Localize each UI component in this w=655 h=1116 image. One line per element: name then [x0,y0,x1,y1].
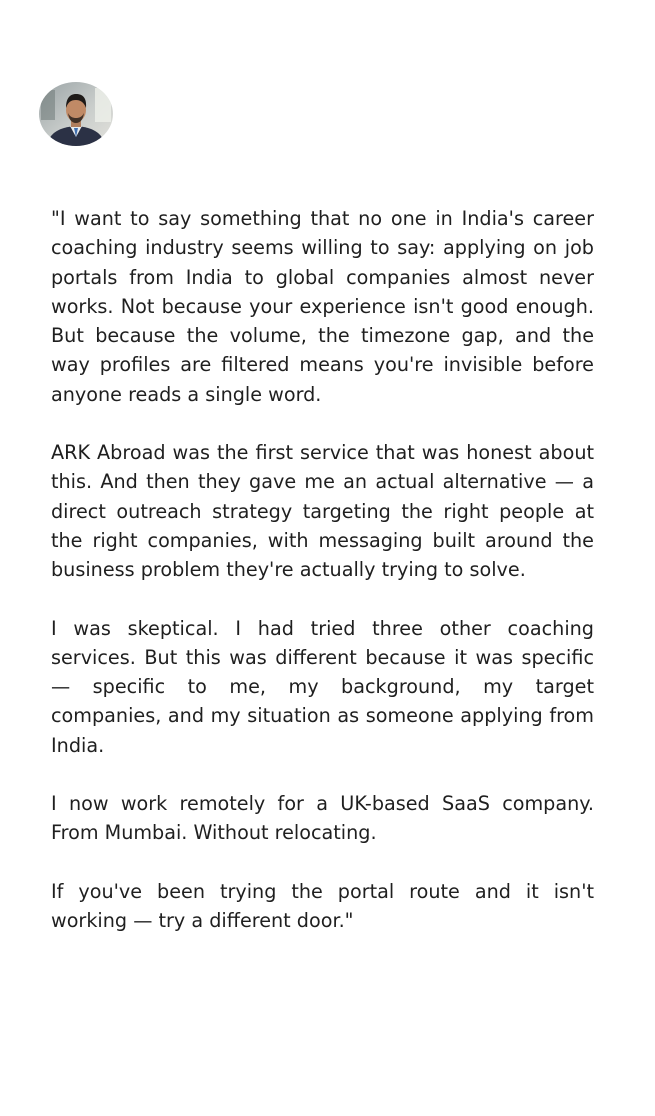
testimonial-quote [51,204,594,935]
quote-paragraph-2: ARK Abroad was the first service that was honest about this. And then they gave me an actual alternative — a direct outreach strategy targeting the right people at the right companies, with messaging built around the business problem they're actually trying to solve. [51,441,594,582]
quote-paragraph-3: I was skeptical. I had tried three other coaching services. But this was different because it was specific — specific to me, my background, my target companies, and my situation as someone applying from India. [51,616,594,757]
quote-paragraph-1: "I want to say something that no one in India's career coaching industry seems willing to say: applying on job portals from India to global companies almost never works. Not because your experience isn't good enough. But because the volume, the timezone gap, and the way profiles are filtered means you're invisible before anyone reads a single word. [51,207,594,406]
quote-paragraph-5: If you've been trying the portal route and it isn't working — try a different door." [51,879,594,932]
quote-paragraph-4: I now work remotely for a UK-based SaaS company. From Mumbai. Without relocating. [51,792,594,845]
person-portrait-icon [39,82,113,146]
avatar [39,82,113,146]
